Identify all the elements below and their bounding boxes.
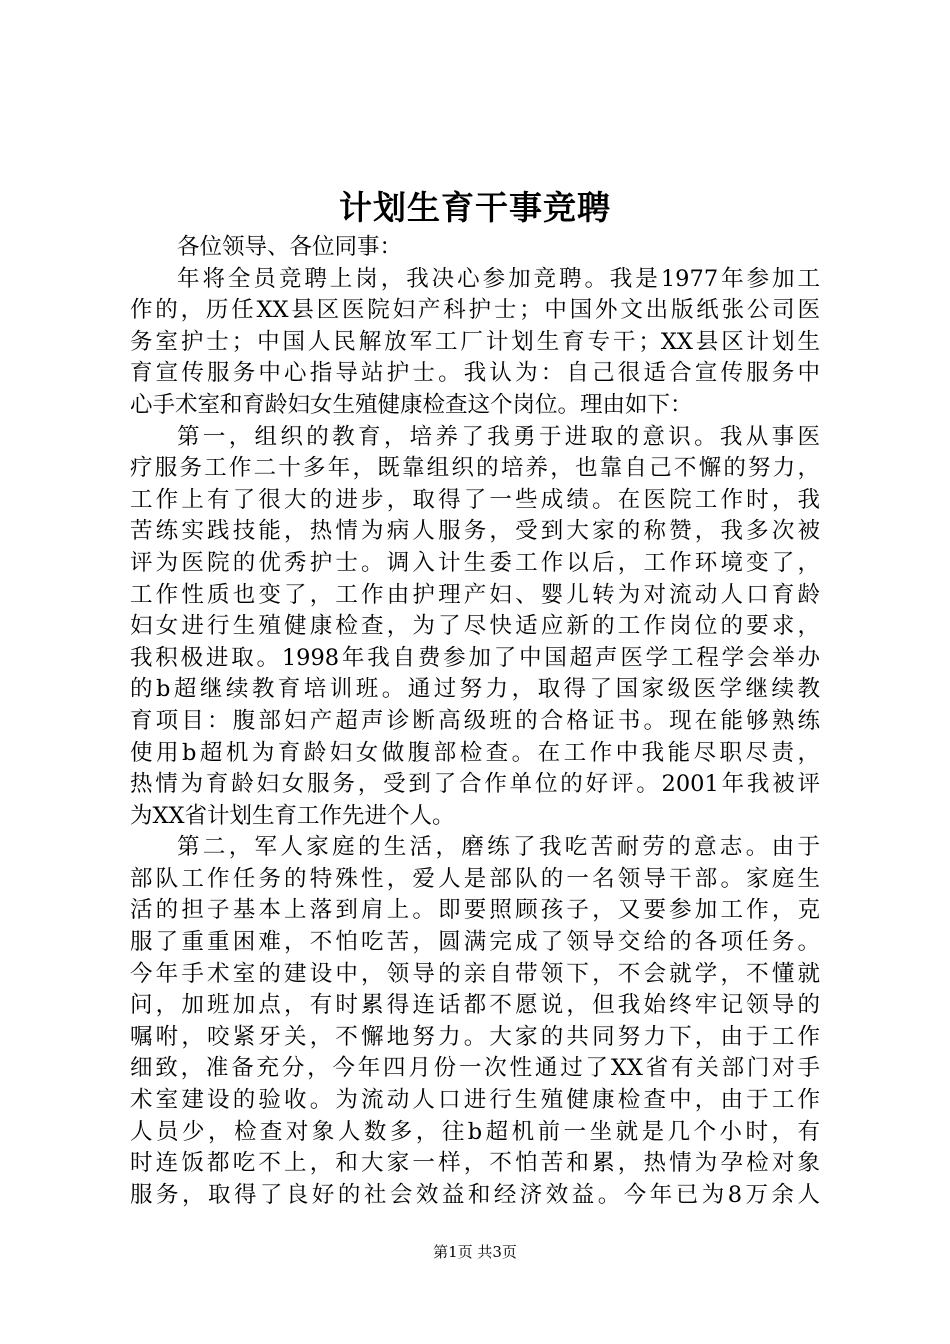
paragraph-line: 的b超继续教育培训班。通过努力，取得了国家级医学继续教 (130, 676, 820, 703)
paragraph-line: 工作上有了很大的进步，取得了一些成绩。在医院工作时，我 (130, 486, 820, 513)
document-body (130, 232, 820, 1211)
paragraph-line: 妇女进行生殖健康检查，为了尽快适应新的工作岗位的要求， (130, 613, 820, 640)
paragraph-line: 细致，准备充分，今年四月份一次性通过了XX省有关部门对手 (130, 1055, 820, 1082)
page-number-footer: 第1页 共3页 (433, 1243, 517, 1261)
paragraph-line: 疗服务工作二十多年，既靠组织的培养，也靠自己不懈的努力， (130, 455, 820, 482)
paragraph-line: 务室护士；中国人民解放军工厂计划生育专干；XX县区计划生 (130, 328, 820, 355)
document-title: 计划生育干事竞聘 (339, 188, 611, 227)
paragraph-line: 育宣传服务中心指导站护士。我认为：自己很适合宣传服务中 (130, 360, 820, 387)
paragraph-line: 今年手术室的建设中，领导的亲自带领下，不会就学，不懂就 (130, 960, 820, 987)
paragraph-line: 使用b超机为育龄妇女做腹部检查。在工作中我能尽职尽责， (130, 739, 820, 766)
paragraph-line: 人员少，检查对象人数多，往b超机前一坐就是几个小时，有 (130, 1118, 820, 1145)
paragraph-line: 部队工作任务的特殊性，爱人是部队的一名领导干部。家庭生 (130, 865, 820, 892)
paragraph-line: 嘱咐，咬紧牙关，不懈地努力。大家的共同努力下，由于工作 (130, 1023, 820, 1050)
paragraph-line: 第一，组织的教育，培养了我勇于进取的意识。我从事医 (177, 423, 820, 450)
paragraph-line: 苦练实践技能，热情为病人服务，受到大家的称赞，我多次被 (130, 518, 820, 545)
paragraph-line: 作的，历任XX县区医院妇产科护士；中国外文出版纸张公司医 (130, 297, 820, 324)
paragraph-line: 问，加班加点，有时累得连话都不愿说，但我始终牢记领导的 (130, 992, 820, 1019)
paragraph-line: 工作性质也变了，工作由护理产妇、婴儿转为对流动人口育龄 (130, 581, 820, 608)
paragraph-line: 育项目：腹部妇产超声诊断高级班的合格证书。现在能够熟练 (130, 707, 820, 734)
paragraph-line: 年将全员竞聘上岗，我决心参加竞聘。我是1977年参加工 (177, 265, 820, 292)
salutation-line: 各位领导、各位同事： (177, 234, 403, 260)
paragraph-line: 术室建设的验收。为流动人口进行生殖健康检查中，由于工作 (130, 1087, 820, 1114)
paragraph-line: 我积极进取。1998年我自费参加了中国超声医学工程学会举办 (130, 644, 820, 671)
paragraph-line: 服了重重困难，不怕吃苦，圆满完成了领导交给的各项任务。 (130, 929, 820, 956)
paragraph-line: 为XX省计划生育工作先进个人。 (130, 802, 455, 829)
paragraph-line: 评为医院的优秀护士。调入计生委工作以后，工作环境变了， (130, 549, 820, 576)
paragraph-line: 服务，取得了良好的社会效益和经济效益。今年已为8万余人 (130, 1181, 820, 1208)
paragraph-line: 活的担子基本上落到肩上。即要照顾孩子，又要参加工作，克 (130, 897, 820, 924)
paragraph-line: 第二，军人家庭的生活，磨练了我吃苦耐劳的意志。由于 (177, 834, 820, 861)
paragraph-line: 心手术室和育龄妇女生殖健康检查这个岗位。理由如下： (130, 391, 693, 418)
paragraph-line: 时连饭都吃不上，和大家一样，不怕苦和累，热情为孕检对象 (130, 1150, 820, 1177)
paragraph-line: 热情为育龄妇女服务，受到了合作单位的好评。2001年我被评 (130, 771, 820, 798)
